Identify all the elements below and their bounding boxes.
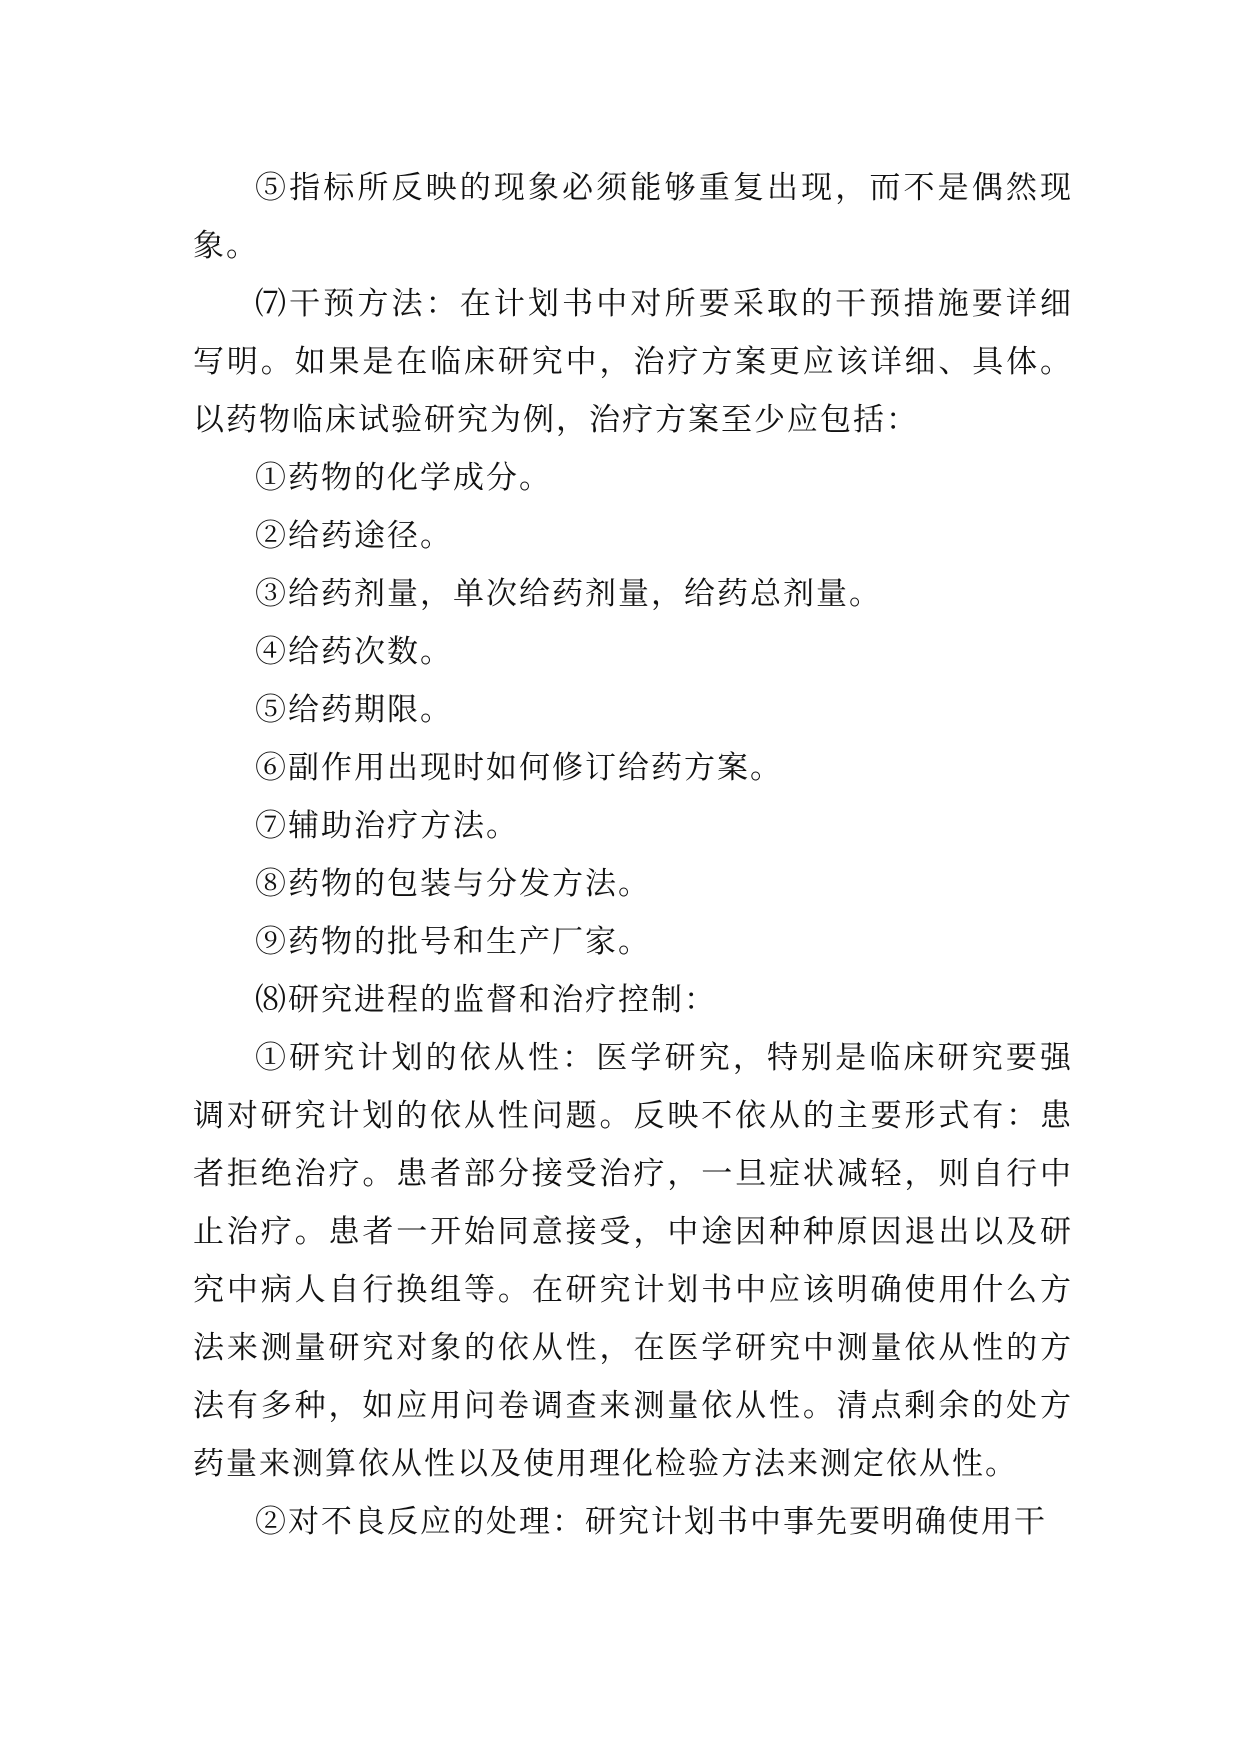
document-body — [193, 159, 1073, 1551]
list-item-dosage: ③给药剂量，单次给药剂量，给药总剂量。 — [255, 576, 882, 612]
paragraph-adverse-reactions: ②对不良反应的处理：研究计划书中事先要明确使用干 — [255, 1504, 1047, 1540]
paragraph-indicator-5: ⑤指标所反映的现象必须能够重复出现，而不是偶然现象。 — [193, 170, 1073, 264]
list-item-chemical-composition: ①药物的化学成分。 — [255, 460, 552, 496]
list-item-frequency: ④给药次数。 — [255, 634, 453, 670]
list-item-route: ②给药途径。 — [255, 518, 453, 554]
list-item-auxiliary-treatment: ⑦辅助治疗方法。 — [255, 808, 519, 844]
paragraph-intervention-method: ⑺干预方法：在计划书中对所要采取的干预措施要详细写明。如果是在临床研究中，治疗方案更应该详细、具体。以药物临床试验研究为例，治疗方案至少应包括： — [193, 286, 1073, 438]
list-item-batch-manufacturer: ⑨药物的批号和生产厂家。 — [255, 924, 651, 960]
paragraph-supervision-heading: ⑻研究进程的监督和治疗控制： — [255, 982, 717, 1018]
list-item-duration: ⑤给药期限。 — [255, 692, 453, 728]
list-item-side-effects: ⑥副作用出现时如何修订给药方案。 — [255, 750, 783, 786]
paragraph-compliance: ①研究计划的依从性：医学研究，特别是临床研究要强调对研究计划的依从性问题。反映不依从的主要形式有：患者拒绝治疗。患者部分接受治疗，一旦症状减轻，则自行中止治疗。患者一开始同意接受，中途因种种原因退出以及研究中病人自行换组等。在研究计划书中应该明确使用什么方法来测量研究对象的依从性，在医学研究中测量依从性的方法有多种，如应用问卷调查来测量依从性。清点剩余的处方药量来测算依从性以及使用理化检验方法来测定依从性。 — [193, 1040, 1073, 1482]
list-item-packaging: ⑧药物的包装与分发方法。 — [255, 866, 651, 902]
